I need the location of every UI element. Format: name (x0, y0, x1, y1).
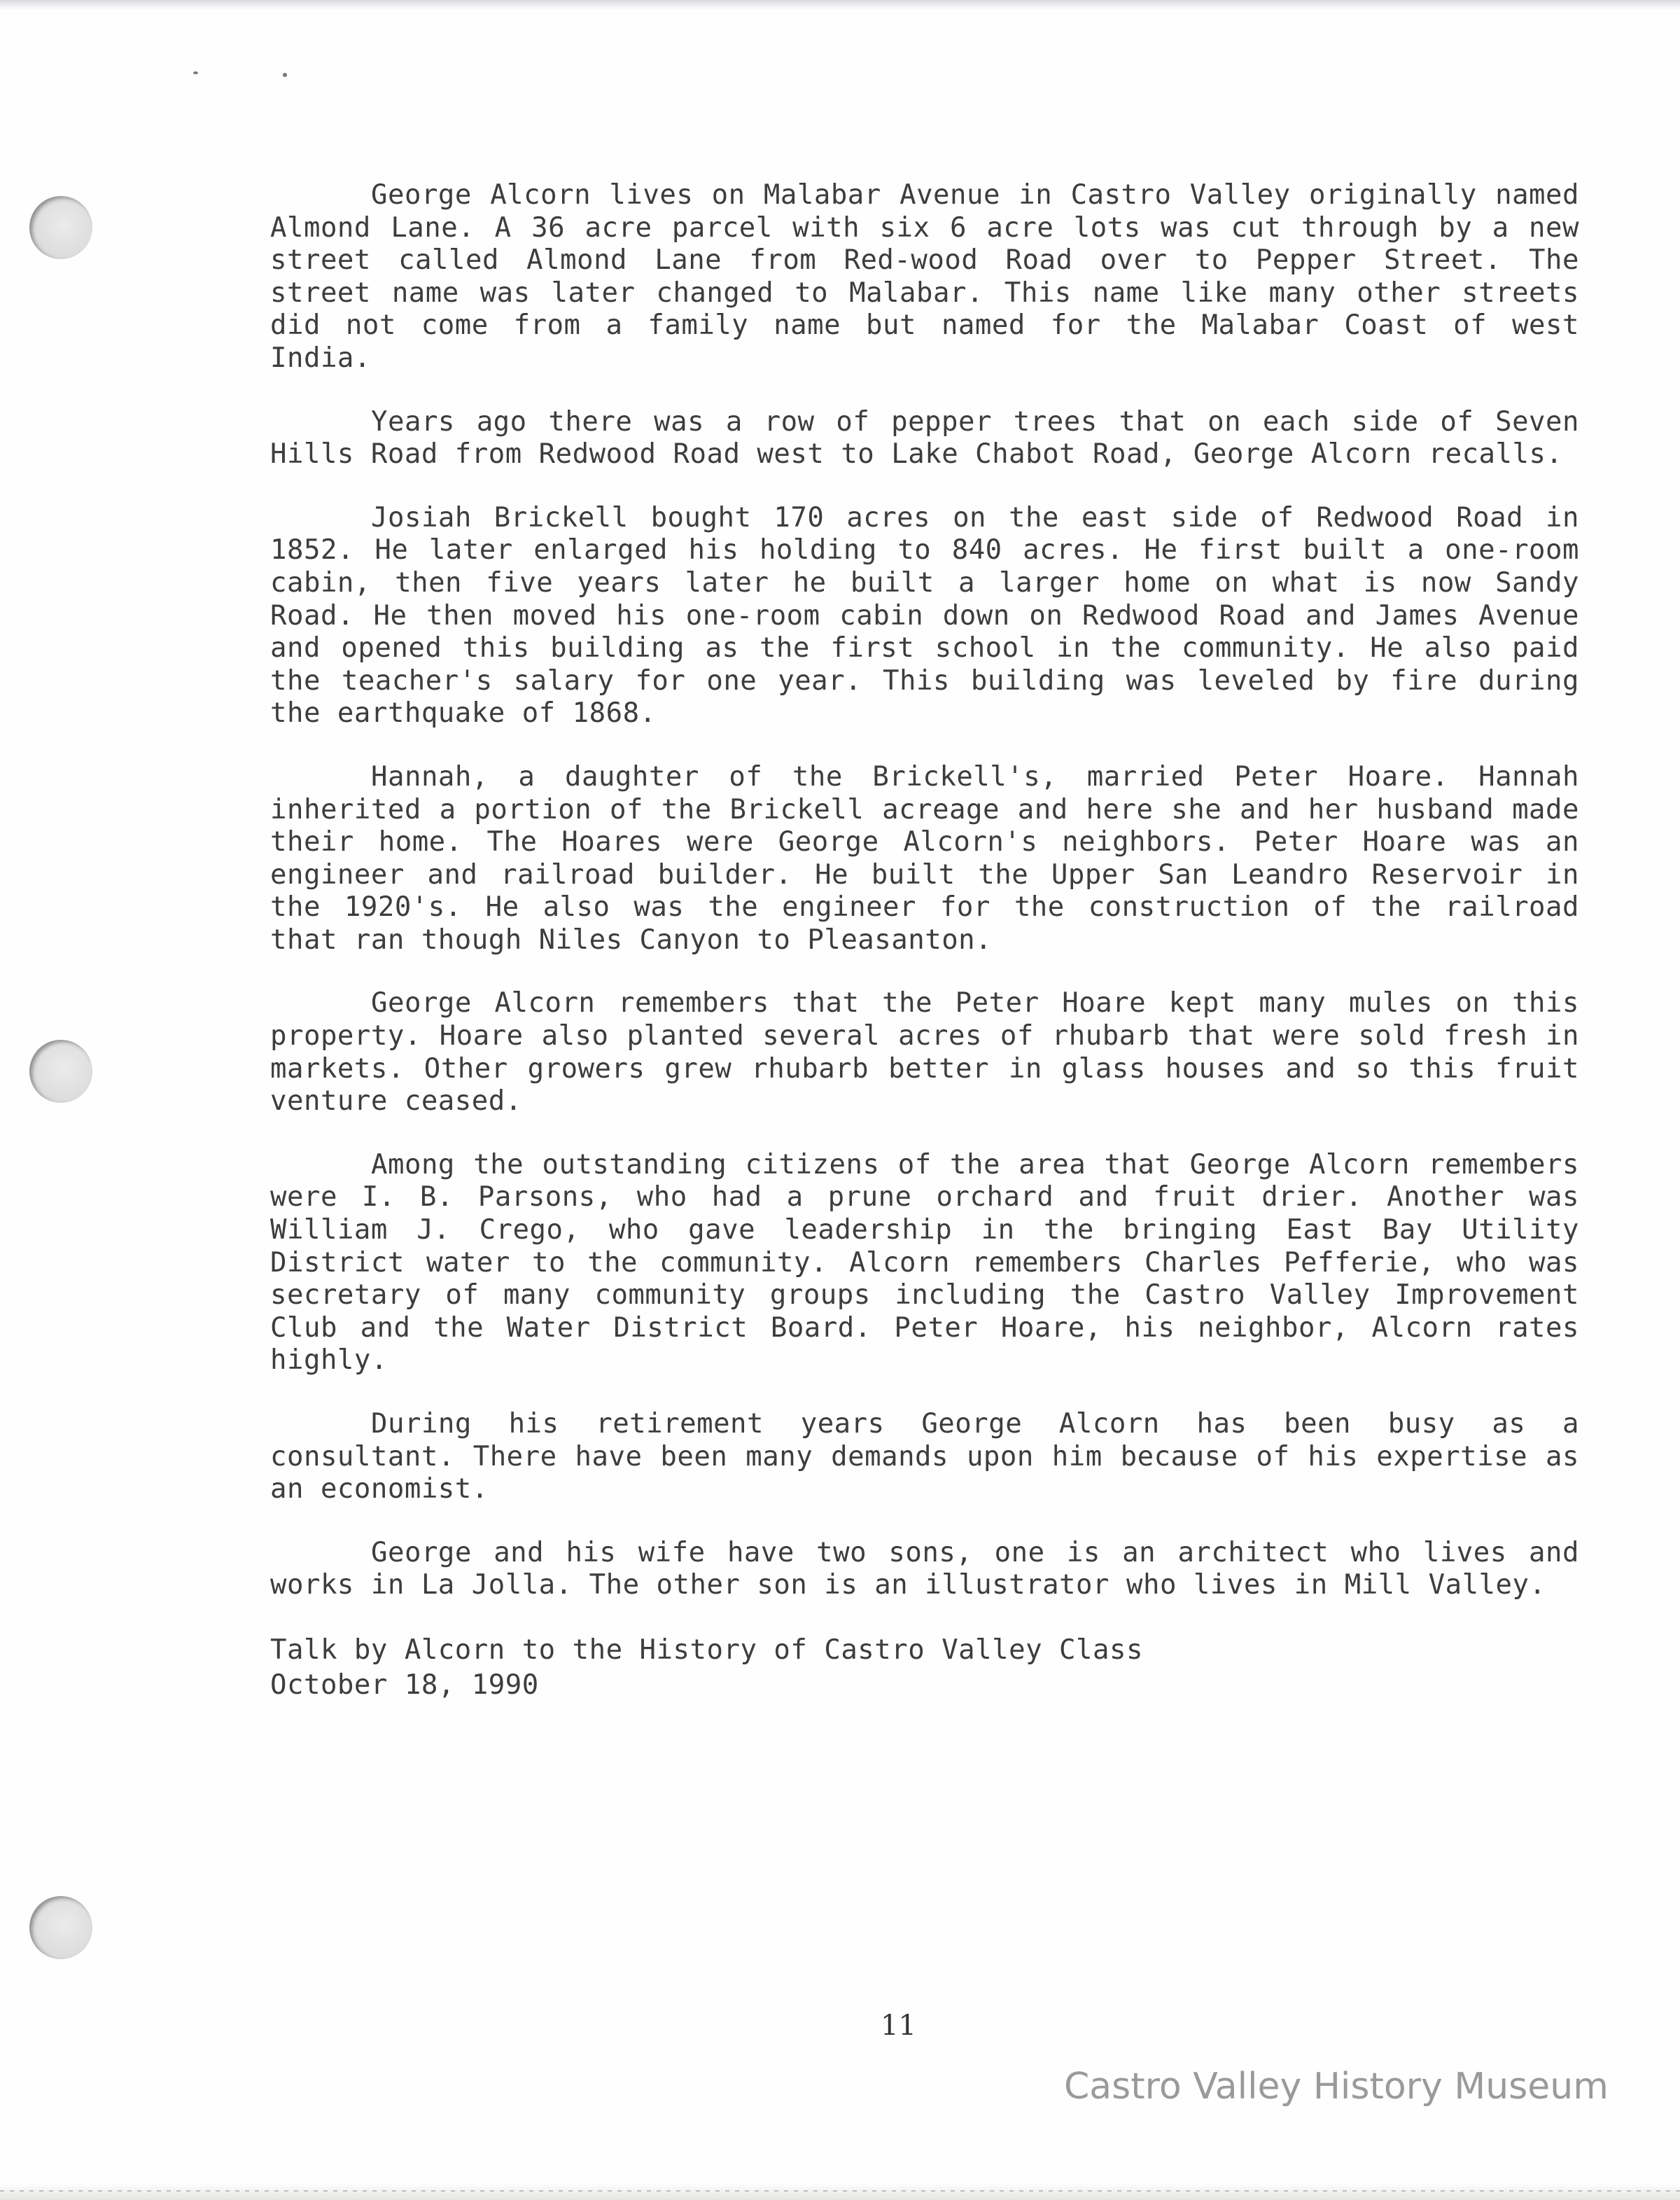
museum-watermark: Castro Valley History Museum (1064, 2066, 1609, 2108)
paragraph-hannah-hoare: Hannah, a daughter of the Brickell's, married Peter Hoare. Hannah inherited a portion of the Brickell acreage and here she and her husband made their home. The Hoares were George Alcorn's neighbors. Peter Hoare was an engineer and railroad builder. He built the Upper San Leandro Reservoir in the 1920's. He also was the engineer for the construction of the railroad that ran though Niles Canyon to Pleasanton. (270, 760, 1579, 956)
binder-punch-hole-middle (29, 1040, 92, 1103)
page-number: 11 (881, 2010, 916, 2042)
paragraph-josiah-brickell: Josiah Brickell bought 170 acres on the east side of Redwood Road in 1852. He later enlarged his holding to 840 acres. He first built a one-room cabin, then five years later he built a larger home on what is now Sandy Road. He then moved his one-room cabin down on Redwood Road and James Avenue and opened this building as the first school in the community. He also paid the teacher's salary for one year. This building was leveled by fire during the earthquake of 1868. (270, 501, 1579, 730)
page-bottom-edge (0, 2183, 1680, 2200)
binder-punch-hole-bottom (29, 1896, 92, 1959)
paragraph-malabar-avenue: George Alcorn lives on Malabar Avenue in Castro Valley originally named Almond Lane. A 36 acre parcel with six 6 acre lots was cut through by a new street called Almond Lane from Red-wood Road over to Pepper Street. The street name was later changed to Malabar. This name like many other streets did not come from a family name but named for the Malabar Coast of west India. (270, 179, 1579, 374)
attribution-date: October 18, 1990 (270, 1669, 539, 1701)
attribution-line: Talk by Alcorn to the History of Castro Valley Class (270, 1634, 1143, 1666)
binder-punch-hole-top (29, 196, 92, 259)
page-top-shadow (0, 0, 1680, 10)
page-bottom-perforation (0, 2190, 1680, 2192)
paragraph-mules-rhubarb: George Alcorn remembers that the Peter Hoare kept many mules on this property. Hoare also planted several acres of rhubarb that were sold fresh in markets. Other growers grew rhubarb better in glass houses and so this fruit venture ceased. (270, 987, 1579, 1118)
paragraph-sons: George and his wife have two sons, one is an architect who lives and works in La Jolla. The other son is an illustrator who lives in Mill Valley. (270, 1536, 1579, 1601)
typed-text-body (270, 179, 1579, 1703)
talk-attribution (270, 1633, 1579, 1703)
paragraph-pepper-trees: Years ago there was a row of pepper trees that on each side of Seven Hills Road from Redwood Road west to Lake Chabot Road, George Alcorn recalls. (270, 405, 1579, 471)
paragraph-outstanding-citizens: Among the outstanding citizens of the area that George Alcorn remembers were I. B. Parsons, who had a prune orchard and fruit drier. Another was William J. Crego, who gave leadership in the bringing East Bay Utility District water to the community. Alcorn remembers Charles Pefferie, who was secretary of many community groups including the Castro Valley Improvement Club and the Water District Board. Peter Hoare, his neighbor, Alcorn rates highly. (270, 1148, 1579, 1377)
paragraph-retirement: During his retirement years George Alcorn has been busy as a consultant. There have been many demands upon him because of his expertise as an economist. (270, 1408, 1579, 1505)
